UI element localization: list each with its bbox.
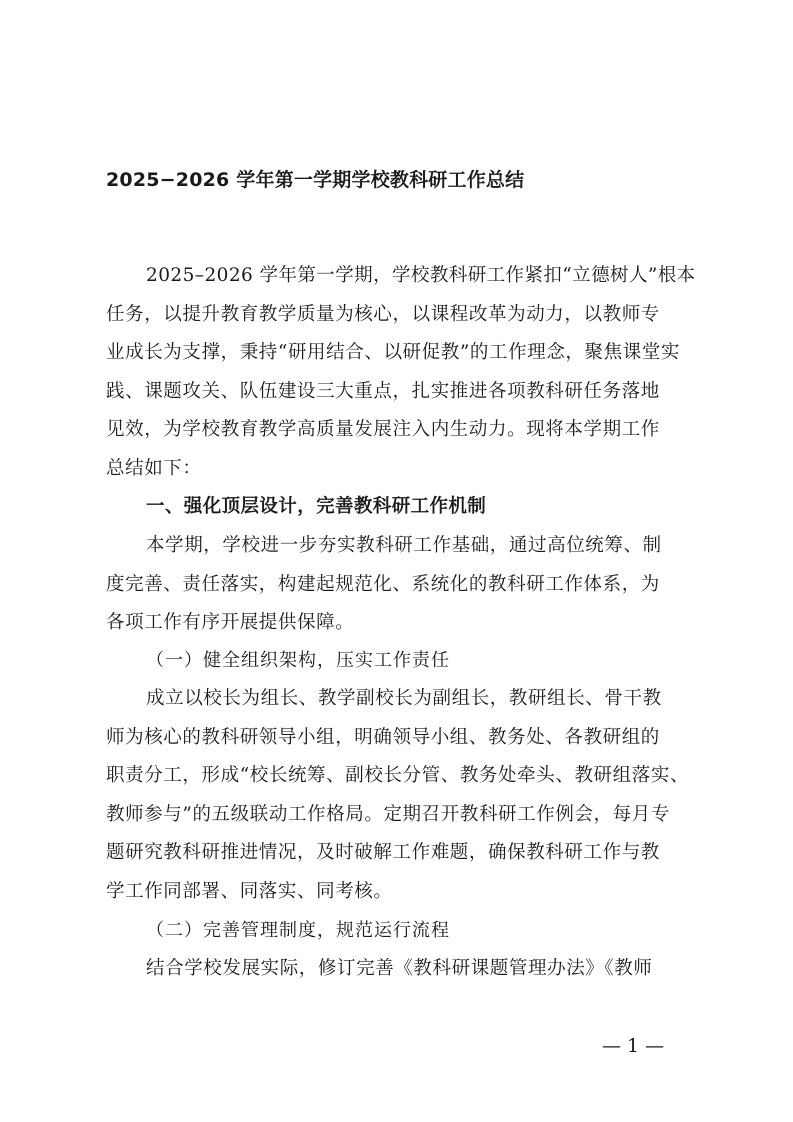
paragraph-line: 题研究教科研推进情况，及时破解工作难题，确保教科研工作与教 xyxy=(106,842,660,863)
paragraph-line: 2025–2026 学年第一学期，学校教科研工作紧扣“立德树人”根本 xyxy=(146,265,696,286)
paragraph-line: 度完善、责任落实，构建起规范化、系统化的教科研工作体系，为 xyxy=(106,573,660,595)
page-number: — 1 — xyxy=(602,1035,665,1057)
paragraph-line: 见效，为学校教育教学高质量发展注入内生动力。现将本学期工作 xyxy=(106,419,660,440)
paragraph-line: 践、课题攻关、队伍建设三大重点，扎实推进各项教科研任务落地 xyxy=(106,380,660,402)
paragraph-line: 学工作同部署、同落实、同考核。 xyxy=(106,880,393,902)
paragraph-line: 教师参与”的五级联动工作格局。定期召开教科研工作例会，每月专 xyxy=(106,803,670,825)
paragraph-line: 各项工作有序开展提供保障。 xyxy=(106,612,355,633)
paragraph-line: 职责分工，形成“校长统筹、副校长分管、教务处牵头、教研组落实、 xyxy=(106,765,690,786)
subsection1-paragraph xyxy=(106,680,696,911)
paragraph-line: 师为核心的教科研领导小组，明确领导小组、教务处、各教研组的 xyxy=(106,726,660,748)
subsection-heading: （二）完善管理制度，规范运行流程 xyxy=(146,920,450,941)
paragraph-line: 成立以校长为组长、教学副校长为副组长，教研组长、骨干教 xyxy=(146,688,662,709)
paragraph-line: 本学期，学校进一步夯实教科研工作基础，通过高位统筹、制 xyxy=(146,535,662,556)
document-title: 2025−2026 学年第一学期学校教科研工作总结 xyxy=(106,169,525,191)
paragraph-line: 任务，以提升教育教学质量为核心，以课程改革为动力，以教师专 xyxy=(106,303,660,325)
subsection2-paragraph xyxy=(106,950,696,989)
paragraph-line: 总结如下： xyxy=(106,457,202,479)
section-heading: 一、强化顶层设计，完善教科研工作机制 xyxy=(146,496,487,517)
intro-paragraph xyxy=(106,257,696,488)
subsection-heading: （一）健全组织架构，压实工作责任 xyxy=(146,650,450,671)
paragraph-line: 业成长为支撑，秉持“研用结合、以研促教”的工作理念，聚焦课堂实 xyxy=(106,342,681,363)
paragraph-line: 结合学校发展实际，修订完善《教科研课题管理办法》《教师 xyxy=(146,958,653,979)
section1-paragraph xyxy=(106,527,696,643)
